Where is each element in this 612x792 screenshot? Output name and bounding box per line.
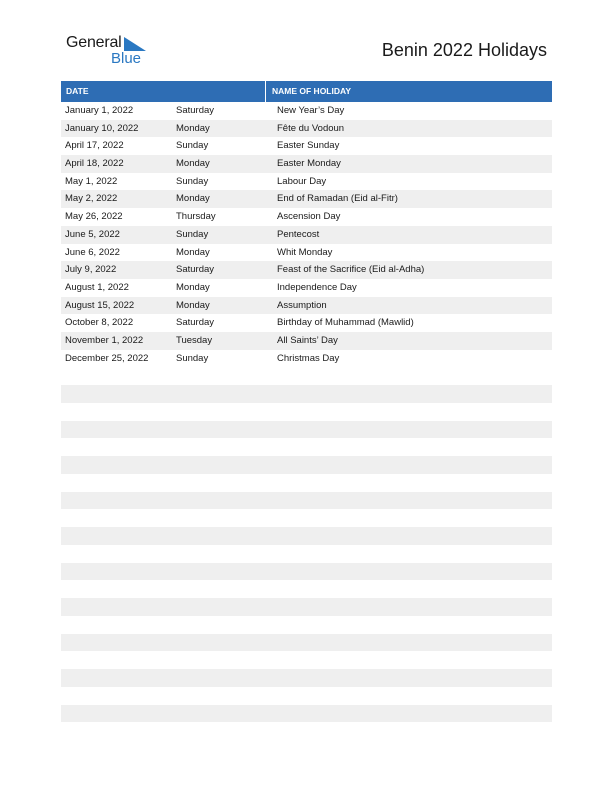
holiday-date: April 17, 2022 [65, 140, 124, 152]
header-date: DATE [61, 81, 266, 102]
holiday-weekday: Sunday [176, 228, 209, 240]
holiday-name: Birthday of Muhammad (Mawlid) [277, 317, 414, 329]
table-row [61, 102, 552, 120]
holiday-name: Assumption [277, 299, 327, 311]
holiday-weekday: Monday [176, 281, 210, 293]
holiday-date: April 18, 2022 [65, 158, 124, 170]
holiday-weekday: Monday [176, 122, 210, 134]
holiday-date: October 8, 2022 [65, 317, 134, 329]
table-row [61, 137, 552, 155]
holiday-weekday: Monday [176, 246, 210, 258]
holiday-weekday: Tuesday [176, 334, 213, 346]
holiday-name: Labour Day [277, 175, 327, 187]
holiday-date: August 15, 2022 [65, 299, 135, 311]
holiday-weekday: Thursday [176, 211, 216, 223]
empty-row-stripe [61, 705, 552, 723]
empty-row-stripe [61, 598, 552, 616]
holiday-name: Independence Day [277, 281, 357, 293]
table-body [61, 102, 552, 367]
table-row [61, 261, 552, 279]
table-row [61, 314, 552, 332]
table-row [61, 173, 552, 191]
holiday-weekday: Monday [176, 193, 210, 205]
holiday-date: June 5, 2022 [65, 228, 120, 240]
table-row [61, 190, 552, 208]
holiday-name: Whit Monday [277, 246, 333, 258]
holiday-name: New Year’s Day [277, 105, 345, 116]
table-row [61, 155, 552, 173]
holiday-date: May 26, 2022 [65, 211, 123, 223]
table-header [61, 81, 552, 102]
holiday-name: Feast of the Sacrifice (Eid al-Adha) [277, 264, 425, 276]
empty-row-stripe [61, 527, 552, 545]
holiday-weekday: Sunday [176, 140, 209, 152]
holiday-date: January 10, 2022 [65, 122, 139, 134]
empty-row-stripe [61, 385, 552, 403]
logo-blue-text: Blue [111, 50, 142, 67]
holiday-name: Easter Sunday [277, 140, 340, 152]
holiday-name: Christmas Day [277, 352, 340, 364]
holiday-weekday: Saturday [176, 317, 215, 329]
holiday-date: November 1, 2022 [65, 334, 144, 346]
holiday-date: May 2, 2022 [65, 193, 118, 205]
table-row [61, 350, 552, 368]
table-row [61, 297, 552, 315]
holiday-weekday: Saturday [176, 105, 215, 116]
table-row [61, 120, 552, 138]
page-title: Benin 2022 Holidays [381, 40, 547, 60]
holiday-date: January 1, 2022 [65, 105, 134, 116]
table-row [61, 332, 552, 350]
logo-general-text: General [66, 34, 122, 51]
holiday-name: Fête du Vodoun [277, 122, 345, 134]
table-row [61, 226, 552, 244]
holiday-name: End of Ramadan (Eid al-Fitr) [277, 193, 398, 205]
empty-row-stripe [61, 634, 552, 652]
holiday-name: Pentecost [277, 228, 320, 240]
table-row [61, 244, 552, 262]
holiday-date: June 6, 2022 [65, 246, 120, 258]
holiday-name: Ascension Day [277, 211, 341, 223]
holiday-date: July 9, 2022 [65, 264, 117, 276]
holiday-weekday: Sunday [176, 175, 209, 187]
empty-row-stripe [61, 492, 552, 510]
header-holiday-name: NAME OF HOLIDAY [272, 86, 352, 96]
holiday-name: Easter Monday [277, 158, 341, 170]
holiday-date: December 25, 2022 [65, 352, 149, 364]
logo-triangle-icon [124, 37, 146, 51]
table-row [61, 279, 552, 297]
table-row [61, 208, 552, 226]
holiday-table [61, 81, 552, 367]
holiday-date: August 1, 2022 [65, 281, 129, 293]
holiday-weekday: Saturday [176, 264, 215, 276]
holiday-date: May 1, 2022 [65, 175, 118, 187]
empty-row-stripe [61, 563, 552, 581]
holiday-weekday: Monday [176, 158, 210, 170]
generalblue-logo [66, 34, 156, 68]
holiday-name: All Saints’ Day [277, 334, 338, 346]
holiday-weekday: Sunday [176, 352, 209, 364]
empty-row-stripe [61, 669, 552, 687]
empty-row-stripe [61, 456, 552, 474]
empty-row-stripe [61, 421, 552, 439]
holiday-weekday: Monday [176, 299, 210, 311]
